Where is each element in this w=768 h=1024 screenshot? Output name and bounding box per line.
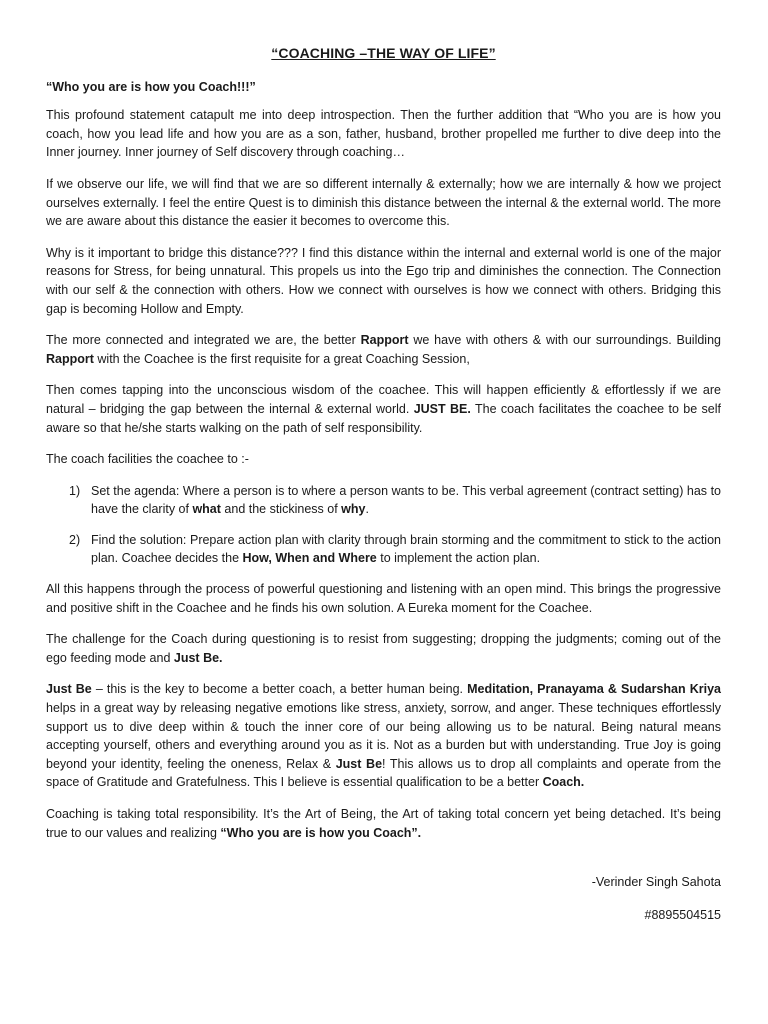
- list-item: 2) Find the solution: Prepare action plan with clarity through brain storming and the commitment to stick to the action plan. Coachee decides the How, When and Where to implement the action plan.: [69, 532, 721, 566]
- list-number: 1): [69, 483, 81, 498]
- numbered-list: [46, 482, 721, 568]
- paragraph-5: Then comes tapping into the unconscious wisdom of the coachee. This will happen efficiently & effortlessly if we are natural – bridging the gap between the internal & external world. JUST BE. The coach facilitates the coachee to be self aware so that he/she starts walking on the path of self responsibility.: [46, 383, 721, 435]
- document-page: [46, 44, 721, 924]
- paragraph-4: The more connected and integrated we are, the better Rapport we have with others & with our surroundings. Building Rapport with the Coachee is the first requisite for a great Coaching Session,: [46, 333, 721, 366]
- emphasis-rapport: Rapport: [46, 351, 94, 366]
- paragraph-7: All this happens through the process of powerful questioning and listening with an open mind. This brings the progressive and positive shift in the Coachee and he finds his own solution. A Eureka moment for the Coachee.: [46, 582, 721, 615]
- list-number: 2): [69, 532, 81, 547]
- emphasis-rapport: Rapport: [360, 333, 409, 348]
- author-signature: -Verinder Singh Sahota: [591, 875, 721, 890]
- paragraph-6: The coach facilities the coachee to :-: [46, 452, 249, 467]
- paragraph-2: If we observe our life, we will find that we are so different internally & externally; how we are internally & how we project ourselves externally. I feel the entire Quest is to diminish this distance between the internal & the external world. The more we are aware about this distance the easier it becomes to overcome this.: [46, 176, 721, 229]
- paragraph-3: Why is it important to bridge this distance??? I find this distance within the internal and external world is one of the major reasons for Stress, for being unnatural. This propels us into the Ego trip and diminishes the connection. The Connection with our self & the connection with others. How we connect with ourselves is how we connect with others. Bridging this gap is becoming Hollow and Empty.: [46, 245, 721, 316]
- paragraph-9: Just Be – this is the key to become a better coach, a better human being. Meditation, Pranayama & Sudarshan Kriya helps in a great way by releasing negative emotions like stress, anxiety, sorrow, and anger. These techniques effortlessly support us to dive deep within & touch the inner core of our being allowing us to be natural. Being natural means accepting yourself, others and everything around you as it is. Not as a burden but with understanding. True Joy is going beyond your identity, feeling the oneness, Relax & Just Be! This allows us to drop all complaints and operate from the space of Gratitude and Gratefulness. This I believe is essential qualification to be a better Coach.: [46, 682, 722, 790]
- document-subtitle: “Who you are is how you Coach!!!”: [46, 79, 256, 94]
- paragraph-1: This profound statement catapult me into deep introspection. Then the further addition that “Who you are is how you coach, how you lead life and how you are as a son, father, husband, brother propelled me further to dive deep into the Inner journey. Inner journey of Self discovery through coaching…: [46, 108, 721, 160]
- document-title: “COACHING –THE WAY OF LIFE”: [271, 45, 496, 61]
- paragraph-10: Coaching is taking total responsibility. It’s the Art of Being, the Art of taking total concern yet being detached. It’s being true to our values and realizing “Who you are is how you Coach”.: [46, 807, 721, 840]
- phone-number: #8895504515: [644, 907, 721, 922]
- emphasis-just-be: JUST BE.: [413, 401, 471, 416]
- paragraph-8: The challenge for the Coach during questioning is to resist from suggesting; dropping the judgments; coming out of the ego feeding mode and Just Be.: [46, 632, 721, 665]
- list-item: 1) Set the agenda: Where a person is to where a person wants to be. This verbal agreement (contract setting) has to have the clarity of what and the stickiness of why.: [69, 483, 721, 517]
